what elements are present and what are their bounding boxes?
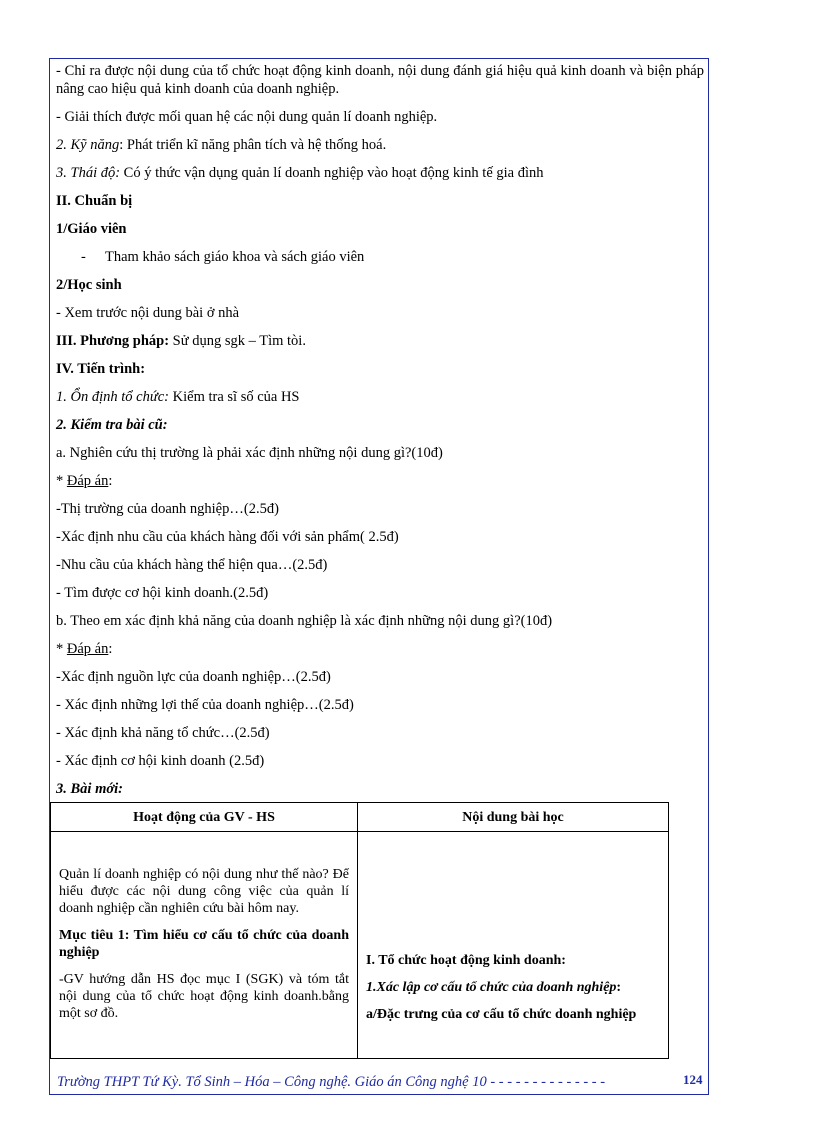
teacher-item-text: Tham khảo sách giáo khoa và sách giáo viên — [105, 249, 365, 265]
answer-star: * — [56, 641, 67, 657]
intro-text: Quản lí doanh nghiệp có nội dung như thế nào? Để hiểu được các nội dung công việc của quản lí doanh nghiệp cần nghiên cứu bài hôm nay. — [59, 867, 349, 916]
section-1-1-label: 1.Xác lập cơ cấu tổ chức của doanh nghiệp — [366, 980, 617, 995]
col-activity-header: Hoạt động của GV - HS — [51, 803, 358, 832]
teacher-dash: - — [81, 249, 86, 265]
answer-a2: -Xác định nhu cầu của khách hàng đối với sản phẩm( 2.5đ) — [56, 529, 399, 545]
answer-colon: : — [108, 641, 113, 657]
method-label: III. Phương pháp: — [56, 333, 170, 349]
attitude-label: 3. Thái độ: — [56, 165, 121, 181]
teacher-item — [56, 248, 704, 266]
answer-star: * — [56, 473, 67, 489]
page-footer: Trường THPT Tứ Kỳ. Tổ Sinh – Hóa – Công nghệ. Giáo án Công nghệ 10 - - - - - - - - - - - - - - — [57, 1074, 606, 1090]
skill-text: : Phát triển kĩ năng phân tích và hệ thống hoá. — [119, 137, 387, 153]
process-heading: IV. Tiến trình: — [56, 361, 146, 377]
answer-colon: : — [108, 473, 113, 489]
answer-label: Đáp án — [66, 641, 109, 657]
attitude-text: Có ý thức vận dụng quản lí doanh nghiệp vào hoạt động kinh tế gia đình — [120, 165, 544, 181]
answer-a4: - Tìm được cơ hội kinh doanh.(2.5đ) — [56, 585, 269, 601]
method-line — [56, 332, 704, 350]
student-heading: 2/Học sinh — [56, 277, 122, 293]
student-item: - Xem trước nội dung bài ở nhà — [56, 305, 240, 321]
section-1-1-colon: : — [616, 980, 622, 995]
teacher-heading: 1/Giáo viên — [56, 221, 127, 237]
activity-cell — [51, 832, 358, 1059]
method-text: Sử dụng sgk – Tìm tòi. — [169, 333, 306, 349]
answer-b2: - Xác định những lợi thế của doanh nghiệp…(2.5đ) — [56, 697, 354, 713]
answer-heading-b — [56, 640, 704, 658]
lesson-content — [56, 62, 704, 798]
answer-heading-a — [56, 472, 704, 490]
section-1-heading: I. Tổ chức hoạt động kinh doanh: — [366, 953, 566, 968]
answer-a1: -Thị trường của doanh nghiệp…(2.5đ) — [56, 501, 279, 517]
table-row — [51, 832, 669, 1059]
col-content-header: Nội dung bài học — [358, 803, 669, 832]
goal-1: Mục tiêu 1: Tìm hiểu cơ cấu tổ chức của doanh nghiệp — [59, 928, 349, 960]
objective-line-2: - Giải thích được mối quan hệ các nội dung quản lí doanh nghiệp. — [56, 109, 438, 125]
answer-b3: - Xác định khả năng tổ chức…(2.5đ) — [56, 725, 270, 741]
page-number: 124 — [683, 1072, 703, 1087]
answer-a3: -Nhu cầu của khách hàng thể hiện qua…(2.5đ) — [56, 557, 328, 573]
prep-heading: II. Chuẩn bị — [56, 193, 133, 209]
attitude-line — [56, 164, 704, 182]
answer-b4: - Xác định cơ hội kinh doanh (2.5đ) — [56, 753, 265, 769]
section-1-1-heading — [366, 979, 660, 996]
gv-instruction: -GV hướng dẫn HS đọc mục I (SGK) và tóm tắt nội dung của tổ chức hoạt động kinh doanh.bằng một sơ đồ. — [59, 972, 349, 1021]
check-heading: 2. Kiểm tra bài cũ: — [56, 417, 168, 433]
question-a: a. Nghiên cứu thị trường là phải xác định những nội dung gì?(10đ) — [56, 445, 443, 461]
stabilize-line — [56, 388, 704, 406]
section-1-1a-heading: a/Đặc trưng của cơ cấu tổ chức doanh nghiệp — [366, 1007, 637, 1022]
lesson-table — [50, 802, 669, 1059]
objective-line-1: - Chỉ ra được nội dung của tổ chức hoạt động kinh doanh, nội dung đánh giá hiệu quả kinh doanh và biện pháp nâng cao hiệu quả kinh doanh của doanh nghiệp. — [56, 63, 704, 97]
answer-b1: -Xác định nguồn lực của doanh nghiệp…(2.5đ) — [56, 669, 331, 685]
question-b: b. Theo em xác định khả năng của doanh nghiệp là xác định những nội dung gì?(10đ) — [56, 613, 553, 629]
new-lesson-colon: : — [118, 781, 124, 797]
skill-line — [56, 136, 704, 154]
stabilize-label: 1. Ổn định tổ chức: — [56, 389, 170, 405]
answer-label: Đáp án — [66, 473, 109, 489]
table-header-row — [51, 803, 669, 832]
content-cell — [358, 832, 669, 1059]
skill-label: 2. Kỹ năng — [56, 137, 120, 153]
stabilize-text: Kiểm tra sĩ số của HS — [169, 389, 300, 405]
new-lesson-label: 3. Bài mới — [56, 781, 119, 797]
new-lesson-heading — [56, 780, 704, 798]
